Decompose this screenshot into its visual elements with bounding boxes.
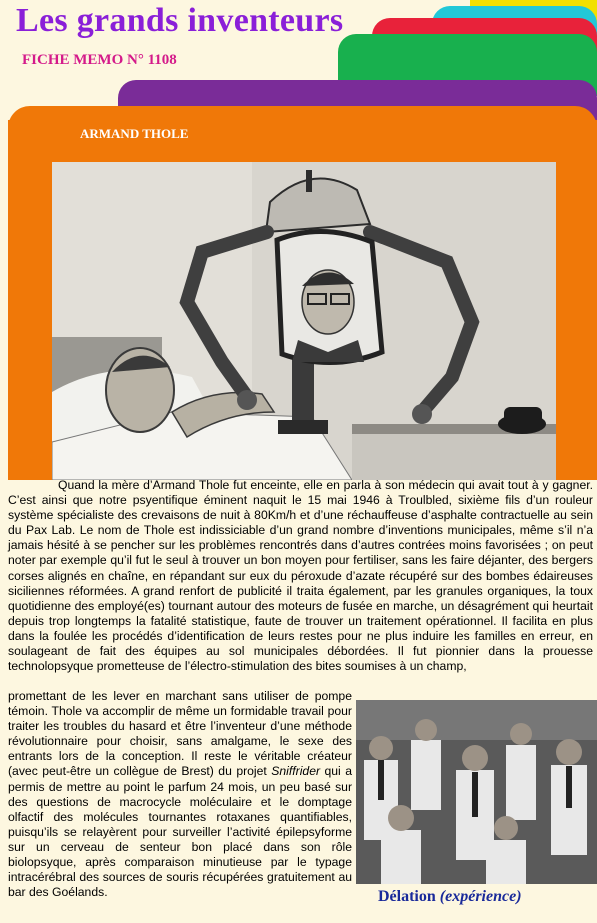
photo-caption (378, 888, 522, 906)
article-intro-text: Quand la mère d’Armand Thole fut enceinte, elle en parla à son médecin qui avait tout à y gagner. C’est ainsi que notre psyentifique éminent naquit le 15 mai 1946 à Troulbled, sixième fils d’un rouleur système spécialiste des crevaisons de nuit à 80Km/h et d’une réchauffeuse d’asphalte contractuelle au sein du Pax Lab. Le nom de Thole est indissiciable d’un grand nombre d’inventions municipales, même s’il n’a jamais hésité à se pencher sur les problèmes rencontrés dans d’autres contrées moins favorisées ; on peut noter par exemple qu’il fut le seul à trouver un bon moyen pour fertiliser, sans les faire déjanter, des bergers corses alignés en chaîne, en répandant sur eux du péroxude d’azate récupéré sur des bombes édaireuses siciliennes réformées. A grand renfort de publicité il traita également, par les granules organiques, la toux quotidienne des employé(es) tournant autour des moteurs de fusée en marche, un désagrément qui heurtait depuis trop longtemps la fatalité statistique, faute de trouver un traitement opérationnel. Il facilita en plus dans la foulée les procédés d’identification de leurs restes pour ne plus induire les familles en erreur, en soulageant de fait des équipes au sol municipales débordées. Il fut pionnier dans la prouesse technolopsyque prometteuse de l’électro-stimulation des bites soumises à un champ, (8, 478, 593, 674)
subject-name: ARMAND THOLE (80, 126, 189, 141)
project-name: Sniffrider (271, 764, 321, 779)
memo-number: FICHE MEMO N° 1108 (22, 52, 177, 68)
page-title: Les grands inventeurs (16, 2, 344, 39)
retro-robot-illustration (52, 162, 556, 480)
article-column (8, 689, 352, 900)
article-intro (8, 478, 593, 674)
orange-frame-right (556, 120, 597, 480)
caption-note: (expérience) (439, 888, 522, 905)
article-column-before: promettant de les lever en marchant sans utiliser de pompe témoin. Thole va accomplir de même un formidable travail pour traiter les troubles du hasard et être l’inventeur d’une méthode révolutionnaire pour choisir, sans amalgame, le sexe des entrants lors de la conception. Il reste le véritable créateur (avec peut-être un collègue de Brest) du projet (8, 689, 352, 779)
caption-title: Délation (378, 888, 436, 905)
article-column-after: qui a permis de mettre au point le parfum 24 mois, un peu basé sur des questions de macrocycle moléculaire et le domptage olfactif des molécules tournantes rotaxanes quantifiables, puisqu’ils se relayèrent pour surveiller l’activité épilepsyforme sur un cerveau de senteur bon placé dans son rôle biolopsyque, après comparaison minutieuse par le typage intracérébral des sources de souris récupérées gratuitement au bar des Goélands. (8, 764, 352, 900)
crowd-photo (356, 700, 597, 884)
orange-frame-left (8, 120, 52, 480)
